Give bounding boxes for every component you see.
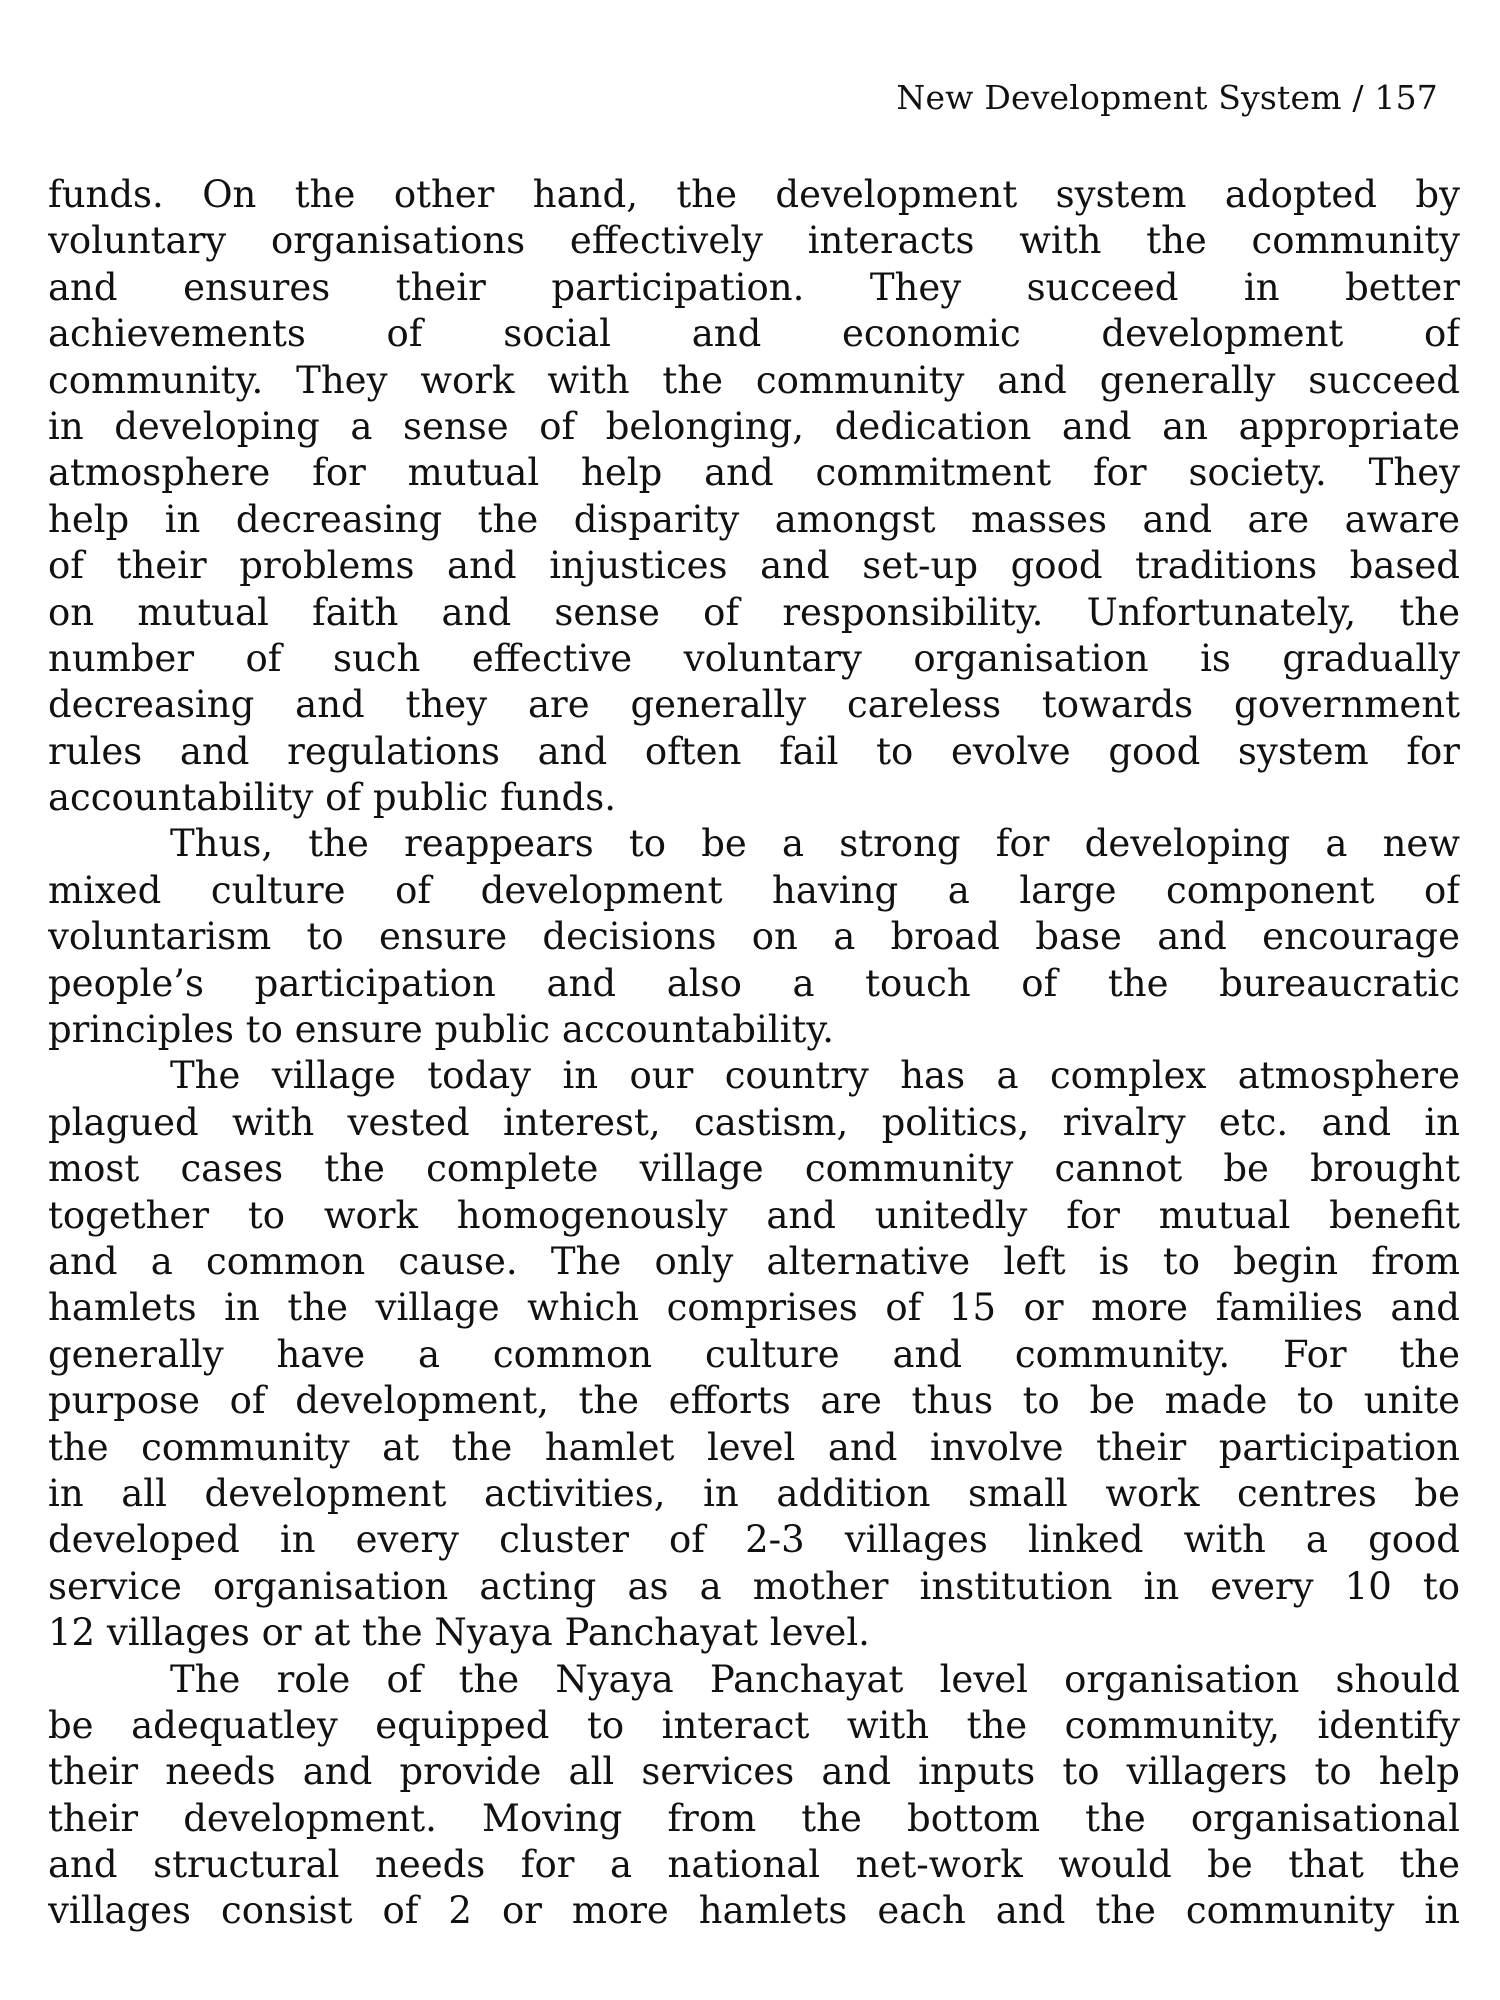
- text-line: and ensures their participation. They succeed in better: [48, 265, 1460, 309]
- text-line: in developing a sense of belonging, dedication and an appropriate: [48, 404, 1460, 448]
- text-line: developed in every cluster of 2-3 villages linked with a good: [48, 1518, 1460, 1562]
- running-head: New Development System / 157: [896, 78, 1438, 117]
- text-line: voluntary organisations effectively interacts with the community: [48, 219, 1460, 263]
- text-line: together to work homogenously and unitedly for mutual benefit: [48, 1193, 1460, 1237]
- text-line: The village today in our country has a complex atmosphere: [170, 1054, 1460, 1098]
- body-text: [48, 172, 1460, 1935]
- text-line: and a common cause. The only alternative left is to begin from: [48, 1239, 1460, 1283]
- text-line: people’s participation and also a touch of the bureaucratic: [48, 961, 1460, 1005]
- text-line: mixed culture of development having a large component of: [48, 868, 1460, 912]
- text-line: help in decreasing the disparity amongst masses and are aware: [48, 497, 1460, 541]
- text-line: achievements of social and economic development of: [48, 312, 1460, 356]
- text-line: be adequatley equipped to interact with the community, identify: [48, 1703, 1460, 1747]
- text-line: generally have a common culture and community. For the: [48, 1332, 1460, 1376]
- text-line: their development. Moving from the bottom the organisational: [48, 1796, 1460, 1840]
- text-line: funds. On the other hand, the development system adopted by: [48, 173, 1460, 216]
- text-line: of their problems and injustices and set-up good traditions based: [48, 544, 1460, 588]
- text-line: in all development activities, in addition small work centres be: [48, 1471, 1460, 1515]
- text-line: on mutual faith and sense of responsibility. Unfortunately, the: [48, 590, 1460, 634]
- text-line: community. They work with the community and generally succeed: [48, 358, 1460, 402]
- text-line: principles to ensure public accountability.: [48, 1008, 835, 1052]
- text-line: plagued with vested interest, castism, politics, rivalry etc. and in: [48, 1100, 1460, 1144]
- text-line: service organisation acting as a mother institution in every 10 to: [48, 1564, 1460, 1608]
- text-line: and structural needs for a national net-work would be that the: [48, 1843, 1460, 1887]
- text-line: atmosphere for mutual help and commitment for society. They: [48, 451, 1460, 495]
- text-line: purpose of development, the efforts are thus to be made to unite: [48, 1379, 1460, 1423]
- text-line: accountability of public funds.: [48, 776, 616, 820]
- text-line: their needs and provide all services and inputs to villagers to help: [48, 1750, 1460, 1794]
- text-line: Thus, the reappears to be a strong for developing a new: [170, 822, 1460, 866]
- text-line: voluntarism to ensure decisions on a broad base and encourage: [48, 915, 1460, 959]
- text-line: The role of the Nyaya Panchayat level organisation should: [170, 1657, 1460, 1701]
- text-line: most cases the complete village community cannot be brought: [48, 1147, 1460, 1191]
- text-line: decreasing and they are generally careless towards government: [48, 683, 1460, 727]
- text-line: hamlets in the village which comprises of 15 or more families and: [48, 1286, 1460, 1330]
- text-line: 12 villages or at the Nyaya Panchayat level.: [48, 1611, 870, 1655]
- text-line: rules and regulations and often fail to evolve good system for: [48, 729, 1460, 773]
- text-line: villages consist of 2 or more hamlets each and the community in: [48, 1889, 1460, 1933]
- text-line: number of such effective voluntary organisation is gradually: [48, 636, 1460, 680]
- text-line: the community at the hamlet level and involve their participation: [48, 1425, 1460, 1469]
